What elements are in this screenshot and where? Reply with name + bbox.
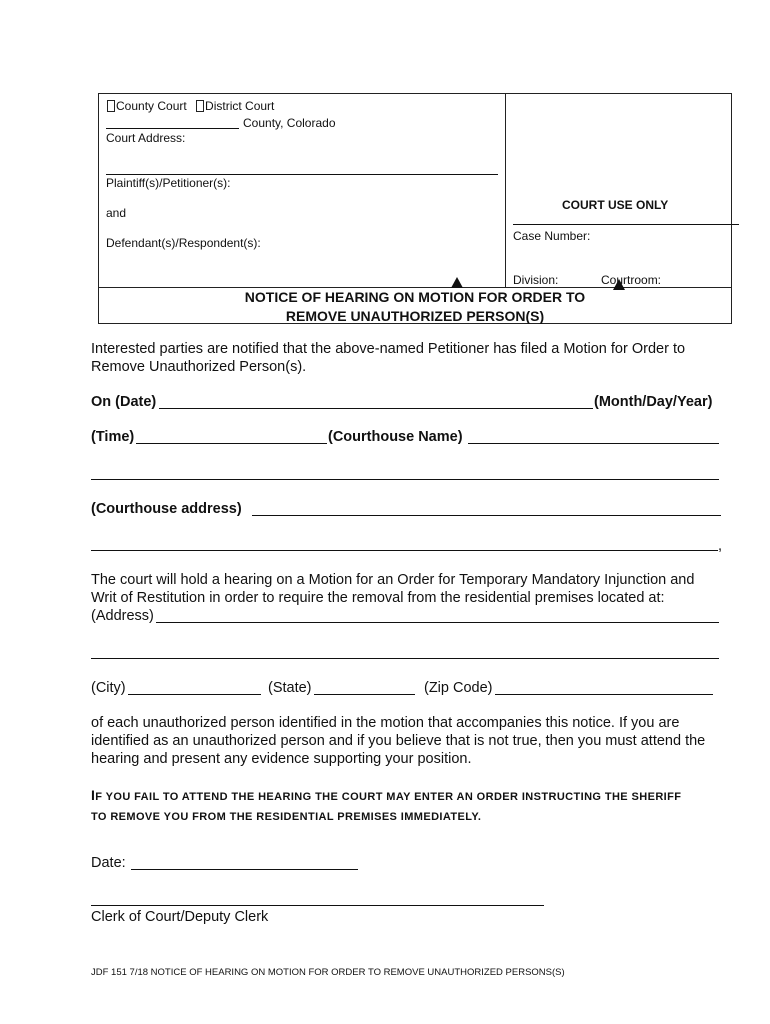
- court-use-only: COURT USE ONLY: [562, 198, 669, 212]
- warning-line-2: TO REMOVE YOU FROM THE RESIDENTIAL PREMISES IMMEDIATELY.: [91, 811, 482, 823]
- county-suffix: County, Colorado: [243, 116, 336, 130]
- hearing-line-1: The court will hold a hearing on a Motion for an Order for Temporary Mandatory Injunction and: [91, 572, 695, 588]
- on-date-label: On (Date): [91, 394, 157, 410]
- date-blank[interactable]: [159, 408, 593, 409]
- courtroom-label: Courtroom:: [601, 273, 662, 287]
- hearing-line-2: Writ of Restitution in order to require the removal from the residential premises located at:: [91, 590, 665, 606]
- defendant-label: Defendant(s)/Respondent(s):: [106, 236, 261, 250]
- triangle-marker-icon: [451, 277, 463, 288]
- clerk-label: Clerk of Court/Deputy Clerk: [91, 909, 269, 925]
- state-label: (State): [268, 680, 312, 696]
- warning-line-1-text: F YOU FAIL TO ATTEND THE HEARING THE COURT MAY ENTER AN ORDER INSTRUCTING THE SHERIFF: [95, 791, 682, 803]
- clerk-signature-line[interactable]: [91, 905, 544, 906]
- courthouse-name-label: (Courthouse Name): [328, 429, 463, 445]
- warning-notice: [91, 785, 731, 827]
- address-label: (Address): [91, 608, 154, 624]
- court-address-label: Court Address:: [106, 131, 186, 145]
- caption-vertical-divider: [505, 93, 506, 288]
- district-court-label: District Court: [205, 99, 275, 113]
- division-label: Division:: [513, 273, 559, 287]
- intro-paragraph: Interested parties are notified that the above-named Petitioner has filed a Motion for Order to Remove Unauthorized Person(s).: [91, 341, 686, 375]
- courthouse-name-line-2[interactable]: [91, 479, 719, 480]
- court-use-line: [513, 224, 739, 225]
- city-label: (City): [91, 680, 126, 696]
- district-court-checkbox[interactable]: [196, 100, 204, 112]
- zip-label: (Zip Code): [424, 680, 493, 696]
- address-line-2[interactable]: [91, 658, 719, 659]
- date-label: Date:: [91, 855, 126, 871]
- city-blank[interactable]: [128, 694, 261, 695]
- county-court-label: County Court: [116, 99, 187, 113]
- county-blank[interactable]: [106, 128, 239, 129]
- comma: ,: [718, 538, 723, 554]
- plaintiff-label: Plaintiff(s)/Petitioner(s):: [106, 176, 231, 190]
- footer: JDF 151 7/18 NOTICE OF HEARING ON MOTION FOR ORDER TO REMOVE UNAUTHORIZED PERSONS(S): [91, 967, 565, 978]
- courthouse-name-blank[interactable]: [468, 443, 719, 444]
- warning-initial-cap: I: [91, 787, 96, 803]
- courthouse-address-blank[interactable]: [252, 515, 721, 516]
- hearing-paragraph: [91, 571, 731, 607]
- title-line-2: REMOVE UNAUTHORIZED PERSON(S): [285, 308, 545, 324]
- court-type-row: [107, 99, 274, 113]
- county-court-checkbox[interactable]: [107, 100, 115, 112]
- signature-date-blank[interactable]: [131, 869, 358, 870]
- time-label: (Time): [91, 429, 135, 445]
- document-title: [98, 288, 732, 326]
- zip-blank[interactable]: [495, 694, 713, 695]
- month-day-year-label: (Month/Day/Year): [594, 394, 713, 410]
- courthouse-address-label: (Courthouse address): [91, 501, 242, 517]
- unauthorized-paragraph: of each unauthorized person identified in the motion that accompanies this notice. If you are identified as an unauthorized person and if you believe that is not true, then you must attend the hearing and present any evidence supporting your position.: [91, 715, 706, 767]
- address-blank[interactable]: [156, 622, 719, 623]
- warning-line-1: [91, 785, 731, 807]
- court-address-line[interactable]: [106, 174, 498, 175]
- state-blank[interactable]: [314, 694, 415, 695]
- courthouse-address-line-2[interactable]: [91, 550, 718, 551]
- title-line-1: NOTICE OF HEARING ON MOTION FOR ORDER TO: [244, 289, 586, 305]
- case-number-label: Case Number:: [513, 229, 591, 243]
- and-label: and: [106, 206, 127, 220]
- time-blank[interactable]: [136, 443, 327, 444]
